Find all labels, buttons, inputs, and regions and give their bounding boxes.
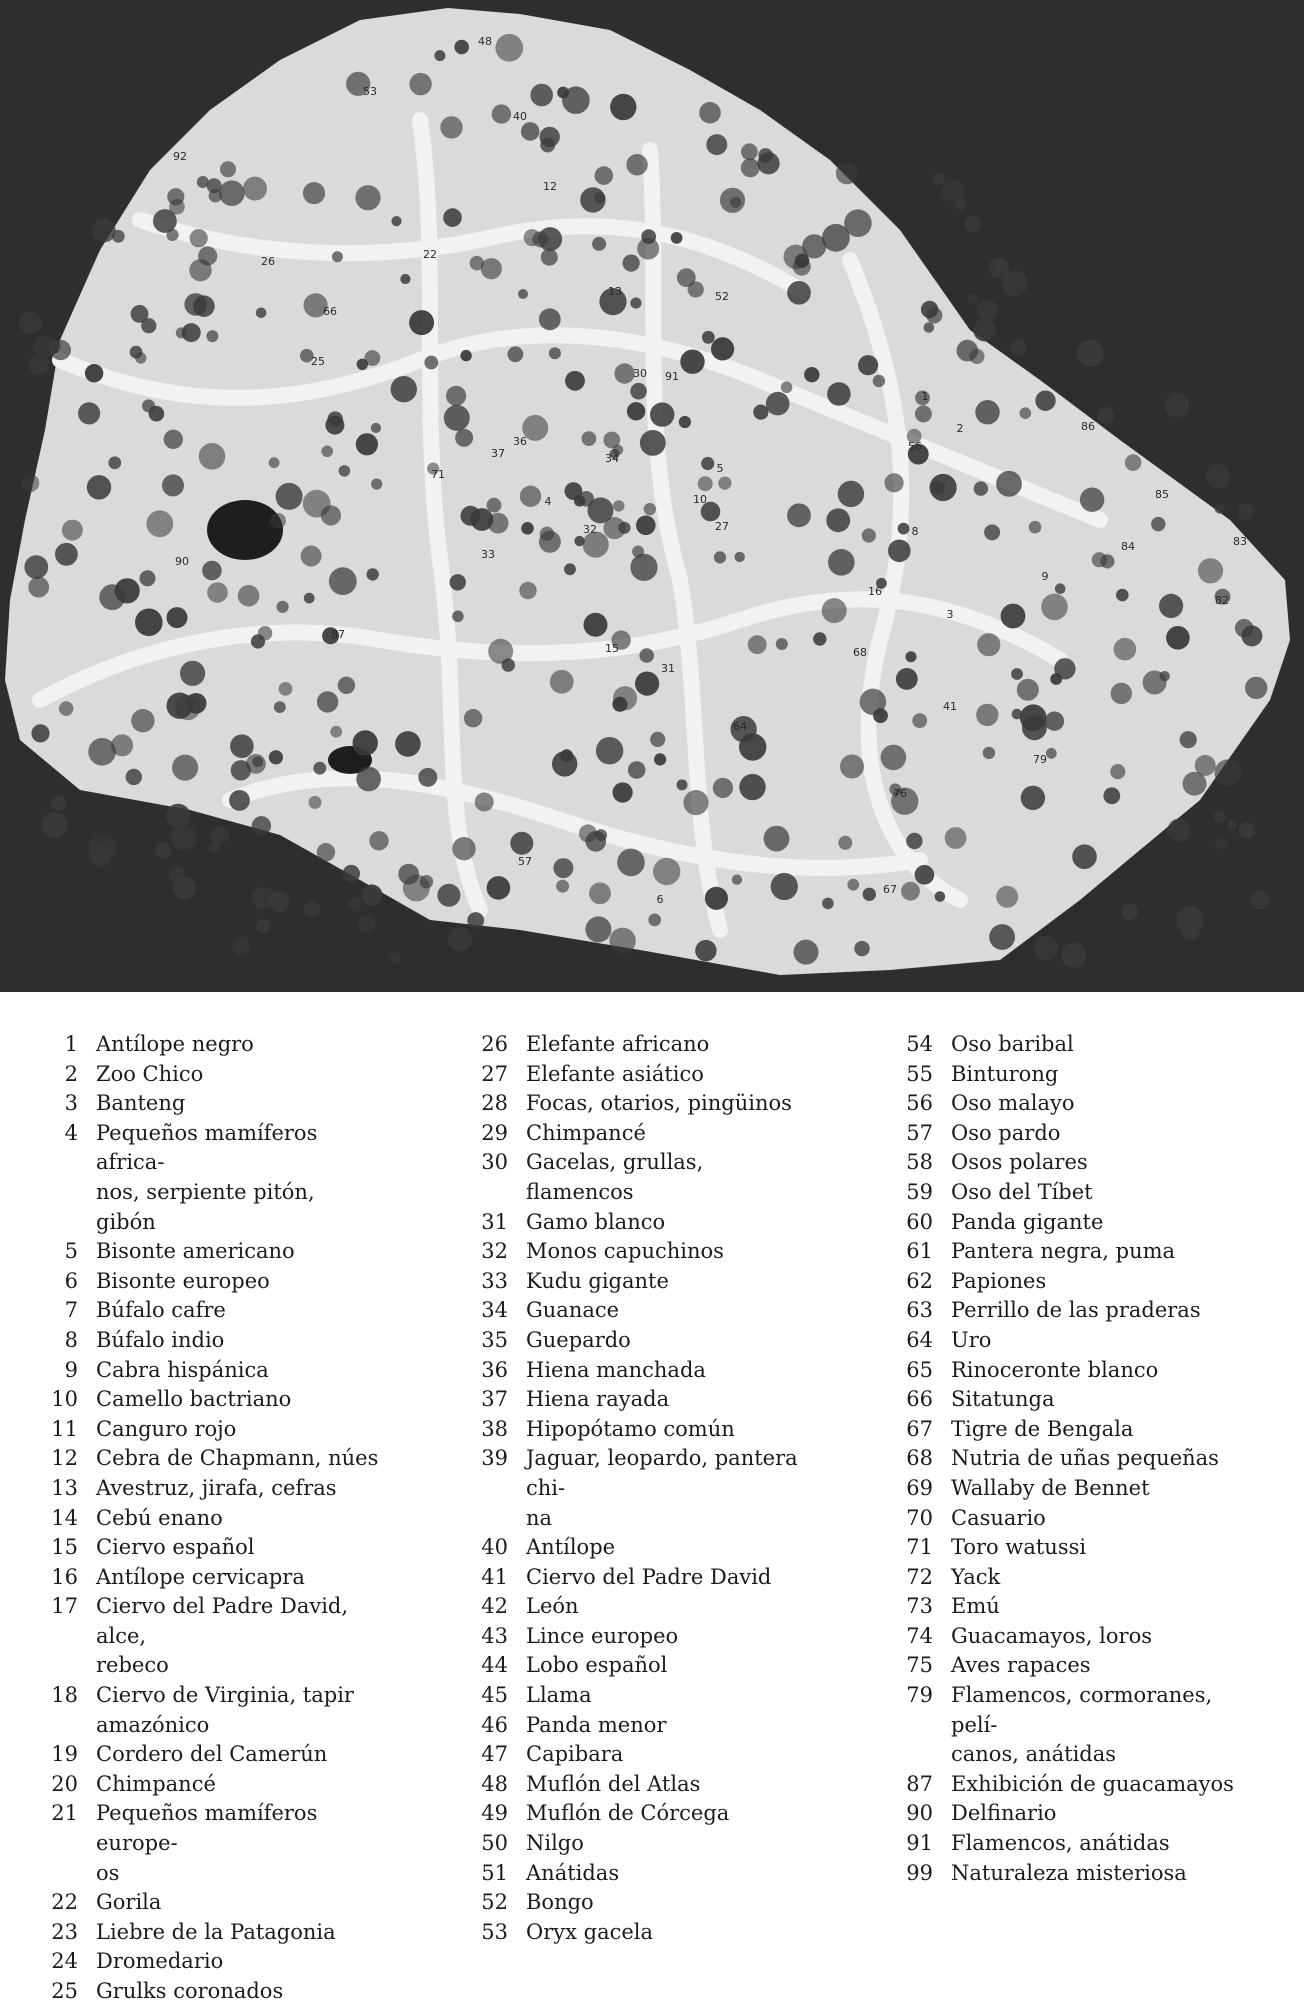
legend-entry	[0, 1415, 380, 1445]
legend-number: 9	[64, 1357, 78, 1382]
map-area-number: 25	[311, 355, 325, 368]
legend-entry	[0, 1267, 380, 1297]
legend-entry	[855, 1444, 1235, 1474]
legend-entry	[430, 1711, 810, 1741]
legend-label: Hiena rayada	[526, 1387, 670, 1412]
map-area-number: 86	[1081, 420, 1095, 433]
legend-number: 35	[481, 1327, 508, 1352]
legend-entry	[0, 1444, 380, 1474]
map-area-number: 27	[715, 520, 729, 533]
legend-entry	[0, 1947, 380, 1977]
map-area-number: 30	[633, 367, 647, 380]
legend-entry	[855, 1799, 1235, 1829]
legend-label: Rinoceronte blanco	[951, 1357, 1159, 1382]
legend-number: 87	[906, 1771, 933, 1796]
legend-label: Oso malayo	[951, 1091, 1075, 1116]
legend-number: 64	[906, 1327, 933, 1352]
map-area-number: 53	[363, 85, 377, 98]
legend-entry	[0, 1060, 380, 1090]
map-area-number: 67	[883, 883, 897, 896]
legend-number: 23	[51, 1919, 78, 1944]
legend-number: 18	[51, 1683, 78, 1708]
legend-label: Búfalo cafre	[96, 1298, 226, 1323]
legend-label: León	[526, 1594, 579, 1619]
legend-number: 14	[51, 1505, 78, 1530]
legend-entry	[430, 1415, 810, 1445]
legend-number: 22	[51, 1890, 78, 1915]
zoo-map	[0, 0, 1304, 992]
map-area-number: 26	[261, 255, 275, 268]
legend-number: 17	[51, 1594, 78, 1619]
legend-label: Liebre de la Patagonia	[96, 1919, 336, 1944]
legend-label: Osos polares	[951, 1150, 1088, 1175]
legend-number: 26	[481, 1032, 508, 1056]
legend-number: 28	[481, 1091, 508, 1116]
legend-entry	[430, 1030, 810, 1060]
legend-number: 60	[906, 1209, 933, 1234]
map-area-number: 85	[1155, 488, 1169, 501]
legend-label: Ciervo español	[96, 1535, 255, 1560]
legend-number: 5	[64, 1239, 78, 1264]
legend-number: 99	[906, 1860, 933, 1885]
legend-number: 57	[906, 1120, 933, 1145]
legend-label: Sitatunga	[951, 1387, 1055, 1412]
legend-entry	[0, 1681, 380, 1740]
legend-number: 4	[64, 1120, 78, 1145]
legend-number: 45	[481, 1683, 508, 1708]
legend-label: Kudu gigante	[526, 1268, 669, 1293]
legend-label: Nutria de uñas pequeñas	[951, 1446, 1219, 1471]
legend-label: Zoo Chico	[96, 1061, 204, 1086]
legend-label: Guepardo	[526, 1327, 631, 1352]
legend-number: 40	[481, 1535, 508, 1560]
legend-label: Cebú enano	[96, 1505, 223, 1530]
legend-number: 56	[906, 1091, 933, 1116]
legend-entry	[855, 1060, 1235, 1090]
map-area-number: 33	[481, 548, 495, 561]
legend-label: Aves rapaces	[951, 1653, 1091, 1678]
legend-entry	[0, 1504, 380, 1534]
legend-number: 39	[481, 1446, 508, 1471]
legend-entry	[0, 1740, 380, 1770]
legend-label: Banteng	[96, 1091, 186, 1116]
map-area-number: 8	[911, 525, 919, 538]
map-area-number: 6	[656, 893, 664, 906]
legend-entry	[430, 1148, 810, 1207]
legend-number: 79	[906, 1683, 933, 1708]
legend-entry	[855, 1859, 1235, 1889]
legend-entry	[430, 1681, 810, 1711]
legend-entry	[430, 1089, 810, 1119]
map-area-number: 76	[893, 787, 907, 800]
legend-label: Dromedario	[96, 1949, 224, 1974]
legend-label: Bisonte americano	[96, 1239, 295, 1264]
legend-number: 30	[481, 1150, 508, 1175]
legend-entry	[0, 1977, 380, 2007]
legend-number: 51	[481, 1860, 508, 1885]
legend-number: 33	[481, 1268, 508, 1293]
legend-label: Gorila	[96, 1890, 162, 1915]
legend-number: 47	[481, 1742, 508, 1767]
map-area-number: 48	[478, 35, 492, 48]
legend-entry	[430, 1799, 810, 1829]
legend-entry	[430, 1296, 810, 1326]
legend-entry	[855, 1563, 1235, 1593]
legend-entry	[0, 1326, 380, 1356]
legend-number: 25	[51, 1979, 78, 2003]
legend-label: Jaguar, leopardo, pantera chi- na	[526, 1446, 798, 1530]
legend-entry	[0, 1030, 380, 1060]
legend-number: 12	[51, 1446, 78, 1471]
map-area-number: 92	[173, 150, 187, 163]
legend-entry	[855, 1415, 1235, 1445]
legend-entry	[0, 1089, 380, 1119]
legend-label: Panda menor	[526, 1712, 667, 1737]
legend-entry	[430, 1622, 810, 1652]
map-area-number: 87	[331, 628, 345, 641]
map-area-number: 36	[513, 435, 527, 448]
legend-entry	[430, 1533, 810, 1563]
map-area-number: 31	[661, 662, 675, 675]
legend-label: Hiena manchada	[526, 1357, 706, 1382]
legend-label: Panda gigante	[951, 1209, 1104, 1234]
legend-entry	[430, 1651, 810, 1681]
legend-number: 6	[64, 1268, 78, 1293]
legend-entry	[0, 1533, 380, 1563]
legend-entry	[855, 1237, 1235, 1267]
legend-label: Chimpancé	[526, 1120, 646, 1145]
legend-number: 63	[906, 1298, 933, 1323]
legend-entry	[855, 1119, 1235, 1149]
legend-label: Yack	[951, 1564, 1001, 1589]
legend-number: 46	[481, 1712, 508, 1737]
legend-label: Monos capuchinos	[526, 1239, 724, 1264]
legend-label: Grulks coronados	[96, 1979, 284, 2003]
legend-label: Búfalo indio	[96, 1327, 225, 1352]
map-area-number: 5	[716, 462, 724, 475]
legend-label: Gacelas, grullas, flamencos	[526, 1150, 704, 1204]
legend-number: 41	[481, 1564, 508, 1589]
legend-number: 8	[64, 1327, 78, 1352]
legend-number: 53	[481, 1919, 508, 1944]
legend-entry	[855, 1504, 1235, 1534]
legend-number: 59	[906, 1179, 933, 1204]
legend-label: Tigre de Bengala	[951, 1416, 1134, 1441]
map-area-number: 40	[513, 110, 527, 123]
legend-number: 42	[481, 1594, 508, 1619]
legend-label: Hipopótamo común	[526, 1416, 735, 1441]
legend-entry	[430, 1444, 810, 1533]
legend-number: 61	[906, 1239, 933, 1264]
legend-entry	[430, 1563, 810, 1593]
legend-number: 65	[906, 1357, 933, 1382]
legend-label: Delfinario	[951, 1801, 1057, 1826]
map-area-number: 52	[715, 290, 729, 303]
legend-entry	[0, 1474, 380, 1504]
legend-number: 24	[51, 1949, 78, 1974]
legend-entry	[430, 1770, 810, 1800]
legend-label: Nilgo	[526, 1831, 584, 1856]
legend-entry	[855, 1592, 1235, 1622]
map-area-number: 13	[608, 285, 622, 298]
legend-label: Avestruz, jirafa, cefras	[96, 1475, 337, 1500]
legend-entry	[855, 1681, 1235, 1770]
map-area-number: 10	[693, 493, 707, 506]
legend-entry	[0, 1385, 380, 1415]
legend-entry	[430, 1119, 810, 1149]
legend-entry	[430, 1888, 810, 1918]
legend-entry	[0, 1119, 380, 1237]
legend-number: 66	[906, 1387, 933, 1412]
legend-label: Capibara	[526, 1742, 624, 1767]
legend-entry	[430, 1267, 810, 1297]
legend-entry	[855, 1030, 1235, 1060]
legend-number: 3	[64, 1091, 78, 1116]
map-area-number: 1	[921, 390, 929, 403]
legend-label: Lobo español	[526, 1653, 668, 1678]
legend-entry	[430, 1385, 810, 1415]
map-area-number: 66	[323, 305, 337, 318]
legend-label: Canguro rojo	[96, 1416, 237, 1441]
legend-entry	[430, 1326, 810, 1356]
legend-label: Muflón del Atlas	[526, 1771, 701, 1796]
legend-label: Cebra de Chapmann, núes	[96, 1446, 379, 1471]
legend-number: 71	[906, 1535, 933, 1560]
legend-entry	[855, 1296, 1235, 1326]
legend-number: 62	[906, 1268, 933, 1293]
legend-number: 13	[51, 1475, 78, 1500]
legend-label: Oso pardo	[951, 1120, 1061, 1145]
legend-entry	[855, 1622, 1235, 1652]
legend-entry	[855, 1385, 1235, 1415]
legend-label: Exhibición de guacamayos	[951, 1771, 1234, 1796]
map-area-number: 15	[605, 642, 619, 655]
map-area-number: 64	[733, 720, 747, 733]
legend-number: 20	[51, 1771, 78, 1796]
legend-number: 36	[481, 1357, 508, 1382]
legend-label: Cabra hispánica	[96, 1357, 269, 1382]
legend-entry	[0, 1237, 380, 1267]
legend-number: 2	[64, 1061, 78, 1086]
legend-entry	[0, 1918, 380, 1948]
legend-entry	[855, 1326, 1235, 1356]
legend-entry	[855, 1356, 1235, 1386]
legend-label: Oryx gacela	[526, 1919, 654, 1944]
legend-entry	[855, 1208, 1235, 1238]
legend-entry	[855, 1829, 1235, 1859]
legend-number: 10	[51, 1387, 78, 1412]
legend-number: 32	[481, 1239, 508, 1264]
legend-entry	[430, 1237, 810, 1267]
legend-entry	[855, 1178, 1235, 1208]
legend-entry	[0, 1563, 380, 1593]
legend-label: Oso del Tíbet	[951, 1179, 1093, 1204]
map-area-number: 82	[1215, 594, 1229, 607]
legend-label: Antílope cervicapra	[96, 1564, 305, 1589]
legend-number: 91	[906, 1831, 933, 1856]
legend-label: Anátidas	[526, 1860, 620, 1885]
legend-column	[0, 1030, 380, 2007]
legend-label: Llama	[526, 1683, 592, 1708]
legend-label: Antílope	[526, 1535, 616, 1560]
map-area-number: 32	[583, 523, 597, 536]
legend-label: Flamencos, cormoranes, pelí- canos, anátidas	[951, 1683, 1213, 1767]
legend-label: Oso baribal	[951, 1032, 1074, 1056]
legend-number: 29	[481, 1120, 508, 1145]
legend-number: 70	[906, 1505, 933, 1530]
map-area-number: 34	[605, 452, 619, 465]
legend-entry	[430, 1060, 810, 1090]
legend-entry	[855, 1651, 1235, 1681]
map-area-number: 16	[868, 585, 882, 598]
legend-entry	[855, 1533, 1235, 1563]
legend-number: 52	[481, 1890, 508, 1915]
legend-number: 73	[906, 1594, 933, 1619]
legend-label: Gamo blanco	[526, 1209, 666, 1234]
map-area-number: 56	[908, 440, 922, 453]
legend-number: 38	[481, 1416, 508, 1441]
legend-number: 19	[51, 1742, 78, 1767]
legend-label: Ciervo de Virginia, tapir amazónico	[96, 1683, 354, 1737]
legend-number: 27	[481, 1061, 508, 1086]
legend-number: 49	[481, 1801, 508, 1826]
legend-entry	[430, 1592, 810, 1622]
legend-number: 31	[481, 1209, 508, 1234]
legend-entry	[855, 1148, 1235, 1178]
legend-label: Elefante africano	[526, 1032, 710, 1056]
legend-entry	[430, 1208, 810, 1238]
map-area-number: 79	[1033, 753, 1047, 766]
legend-column	[855, 1030, 1235, 1888]
legend-entry	[430, 1829, 810, 1859]
legend-entry	[430, 1918, 810, 1948]
legend-entry	[430, 1859, 810, 1889]
legend-column	[430, 1030, 810, 1947]
map-area-number: 3	[946, 608, 954, 621]
map-area-number: 37	[491, 447, 505, 460]
legend-label: Guanace	[526, 1298, 620, 1323]
map-area-number: 90	[175, 555, 189, 568]
legend-label: Lince europeo	[526, 1623, 679, 1648]
legend-label: Antílope negro	[96, 1032, 254, 1056]
legend-number: 44	[481, 1653, 508, 1678]
legend-entry	[855, 1474, 1235, 1504]
legend-label: Naturaleza misteriosa	[951, 1860, 1187, 1885]
legend-label: Binturong	[951, 1061, 1059, 1086]
legend-label: Focas, otarios, pingüinos	[526, 1091, 792, 1116]
legend-entry	[0, 1770, 380, 1800]
legend-entry	[855, 1089, 1235, 1119]
legend-label: Casuario	[951, 1505, 1046, 1530]
legend-label: Pantera negra, puma	[951, 1239, 1176, 1264]
legend-number: 48	[481, 1771, 508, 1796]
legend-label: Muflón de Córcega	[526, 1801, 730, 1826]
legend-number: 16	[51, 1564, 78, 1589]
legend-label: Emú	[951, 1594, 1000, 1619]
legend-number: 69	[906, 1475, 933, 1500]
legend-label: Perrillo de las praderas	[951, 1298, 1201, 1323]
legend-entry	[430, 1356, 810, 1386]
legend-entry	[430, 1740, 810, 1770]
map-area-number: 2	[956, 422, 964, 435]
legend-number: 74	[906, 1623, 933, 1648]
legend-number: 67	[906, 1416, 933, 1441]
legend-number: 54	[906, 1032, 933, 1056]
legend-number: 7	[64, 1298, 78, 1323]
legend-label: Toro watussi	[951, 1535, 1087, 1560]
map-area-number: 57	[518, 855, 532, 868]
map-area-number: 71	[431, 468, 445, 481]
legend-number: 75	[906, 1653, 933, 1678]
legend-label: Bongo	[526, 1890, 594, 1915]
legend-number: 68	[906, 1446, 933, 1471]
legend-entry	[0, 1356, 380, 1386]
map-area-number: 68	[853, 646, 867, 659]
legend-label: Flamencos, anátidas	[951, 1831, 1170, 1856]
legend-label: Pequeños mamíferos europe- os	[96, 1801, 318, 1885]
legend-label: Cordero del Camerún	[96, 1742, 328, 1767]
map-area-number: 91	[665, 370, 679, 383]
legend-label: Chimpancé	[96, 1771, 216, 1796]
map-area-number: 84	[1121, 540, 1135, 553]
legend-number: 72	[906, 1564, 933, 1589]
legend-label: Bisonte europeo	[96, 1268, 270, 1293]
legend-number: 11	[51, 1416, 78, 1441]
legend-number: 21	[51, 1801, 78, 1826]
legend	[0, 1020, 1304, 2003]
legend-entry	[0, 1592, 380, 1681]
legend-number: 15	[51, 1535, 78, 1560]
map-area-number: 4	[544, 495, 552, 508]
legend-label: Ciervo del Padre David, alce, rebeco	[96, 1594, 349, 1678]
legend-label: Camello bactriano	[96, 1387, 292, 1412]
legend-number: 37	[481, 1387, 508, 1412]
legend-label: Ciervo del Padre David	[526, 1564, 772, 1589]
legend-number: 43	[481, 1623, 508, 1648]
legend-label: Guacamayos, loros	[951, 1623, 1152, 1648]
legend-entry	[0, 1296, 380, 1326]
map-area-number: 41	[943, 700, 957, 713]
legend-entry	[0, 1799, 380, 1888]
legend-number: 50	[481, 1831, 508, 1856]
legend-entry	[855, 1770, 1235, 1800]
legend-number: 90	[906, 1801, 933, 1826]
legend-entry	[855, 1267, 1235, 1297]
legend-label: Uro	[951, 1327, 992, 1352]
map-area-number: 9	[1041, 570, 1049, 583]
legend-label: Pequeños mamíferos africa- nos, serpiente pitón, gibón	[96, 1120, 318, 1234]
map-area-number: 83	[1233, 535, 1247, 548]
legend-entry	[0, 1888, 380, 1918]
legend-number: 1	[64, 1032, 78, 1056]
legend-label: Wallaby de Bennet	[951, 1475, 1150, 1500]
legend-label: Elefante asiático	[526, 1061, 704, 1086]
legend-label: Papiones	[951, 1268, 1047, 1293]
map-area-number: 12	[543, 180, 557, 193]
legend-number: 58	[906, 1150, 933, 1175]
legend-number: 55	[906, 1061, 933, 1086]
map-area-number: 22	[423, 248, 437, 261]
legend-number: 34	[481, 1298, 508, 1323]
